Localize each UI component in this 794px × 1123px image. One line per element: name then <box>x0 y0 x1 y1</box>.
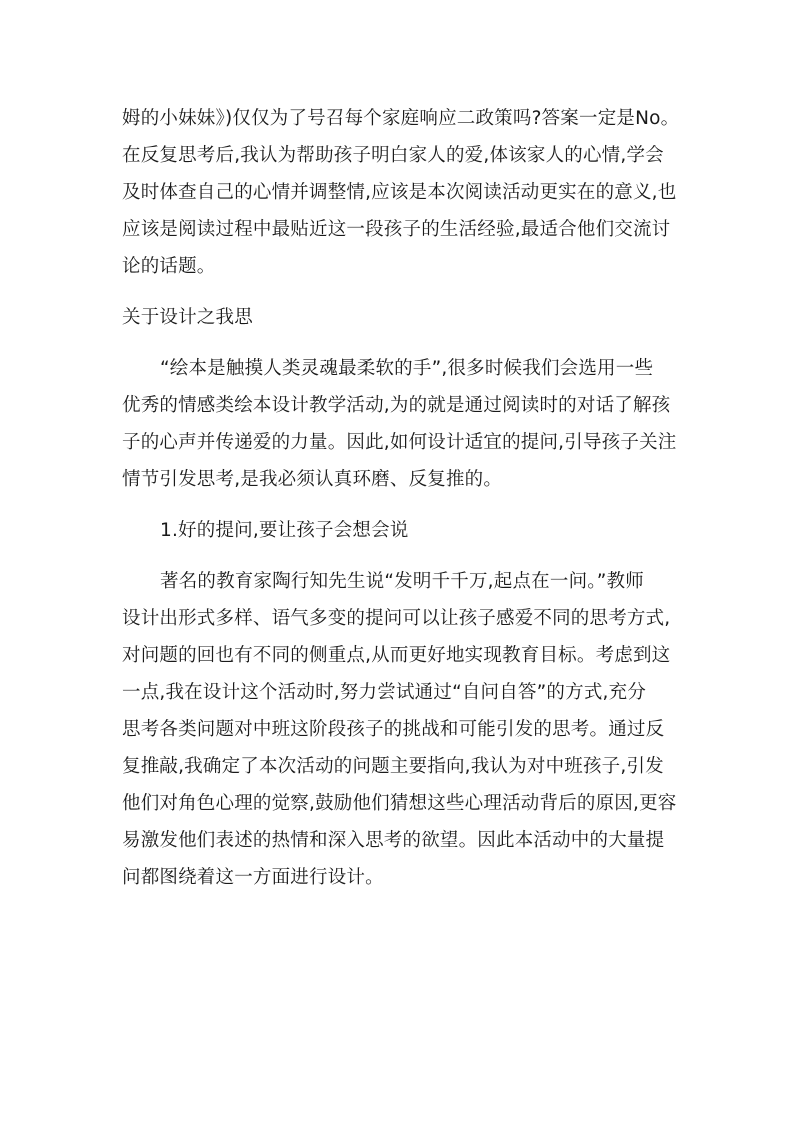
text-line: 复推敲,我确定了本次活动的问题主要指向,我认为对中班孩子,引发 <box>122 756 664 777</box>
paragraph-2 <box>122 350 682 498</box>
text-line: 思考各类问题对中班这阶段孩子的挑战和可能引发的思考。通过反 <box>122 719 665 740</box>
document-body <box>122 100 682 896</box>
text-line: 著名的教育家陶行知先生说“发明千千万,起点在一问。”教师 <box>160 571 644 592</box>
text-line: 子的心声并传递爱的力量。因此,如何设计适宜的提问,引导孩子关注 <box>122 432 677 453</box>
text-line: 优秀的情感类绘本设计教学活动,为的就是通过阅读时的对话了解孩 <box>122 395 671 416</box>
text-line: 论的话题。 <box>122 256 216 277</box>
text-line: 及时体查自己的心情并调整情,应该是本次阅读活动更实在的意义,也 <box>122 182 677 203</box>
paragraph-3 <box>122 563 682 896</box>
text-line: 一点,我在设计这个活动时,努力尝试通过“自问自答”的方式,充分 <box>122 682 647 703</box>
paragraph-gap <box>122 498 682 512</box>
text-line: 他们对角色心理的觉察,鼓励他们猜想这些心理活动背后的原因,更容 <box>122 793 677 814</box>
text-line: 在反复思考后,我认为帮助孩子明白家人的爱,体该家人的心情,学会 <box>122 145 664 166</box>
text-line: 问都图绕着这一方面进行设计。 <box>122 867 384 888</box>
text-line: 易激发他们表述的热情和深入思考的欲望。因此本活动中的大量提 <box>122 830 665 851</box>
text-line: 设计出形式多样、语气多变的提问可以让孩子感爱不同的思考方式, <box>122 608 671 629</box>
paragraph-gap <box>122 336 682 350</box>
section-heading: 关于设计之我思 <box>122 307 253 328</box>
text-line: 情节引发思考,是我必须认真环磨、反复推的。 <box>122 469 503 490</box>
text-line: 姆的小妹妹》)仅仅为了号召每个家庭响应二政策吗?答案一定是No。 <box>122 108 680 129</box>
sub-heading: 1.好的提问,要让孩子会想会说 <box>160 520 409 541</box>
text-line: 应该是阅读过程中最贴近这一段孩子的生活经验,最适合他们交流讨 <box>122 219 671 240</box>
text-line: 对问题的回也有不同的侧重点,从而更好地实现教育目标。考虑到这 <box>122 645 671 666</box>
text-line: “绘本是触摸人类灵魂最柔软的手”,很多时候我们会选用一些 <box>160 358 654 379</box>
paragraph-gap <box>122 285 682 299</box>
paragraph-1 <box>122 100 682 285</box>
paragraph-gap <box>122 549 682 563</box>
